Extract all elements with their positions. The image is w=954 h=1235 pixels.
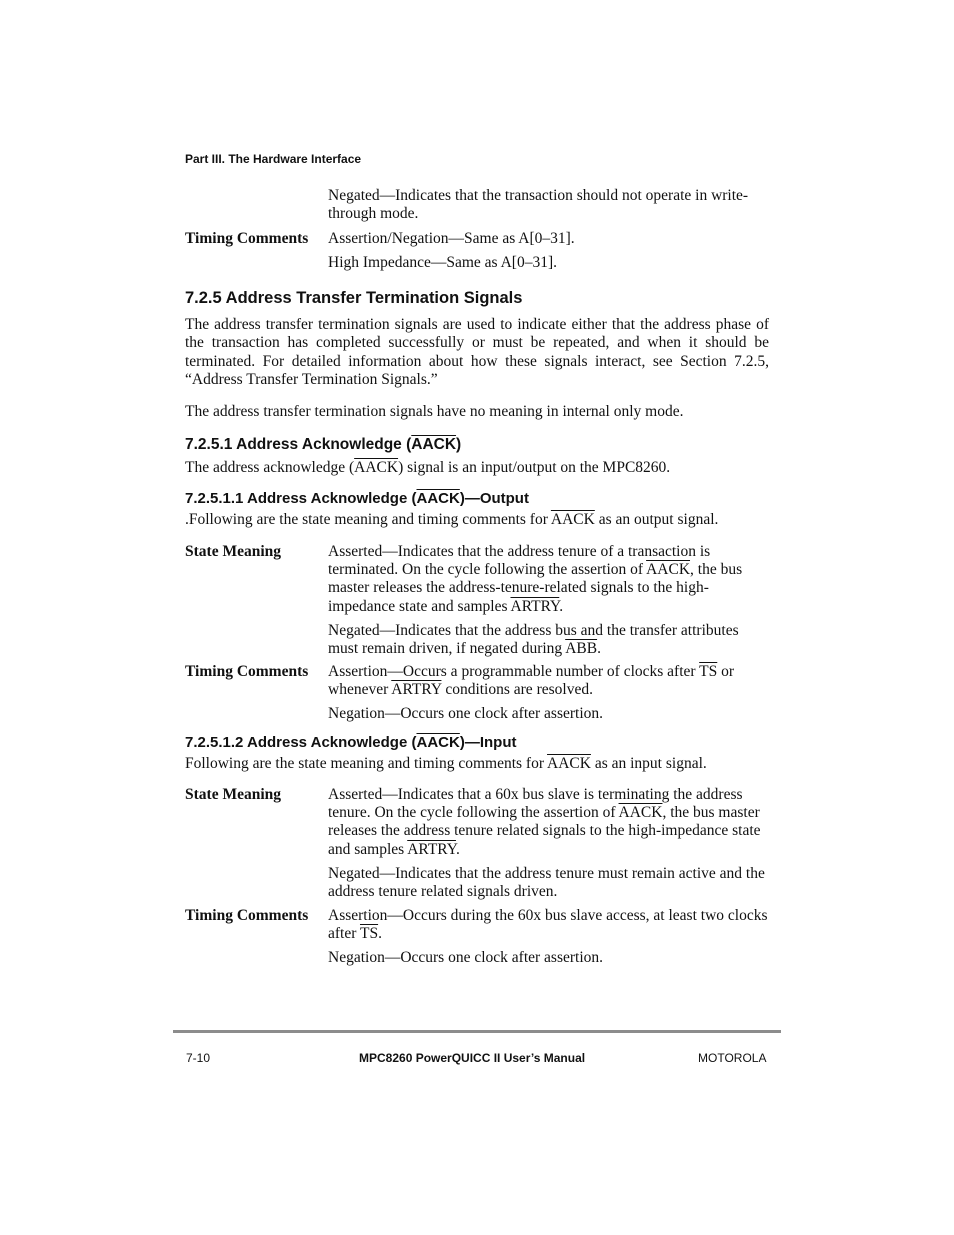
negated-description <box>328 622 770 658</box>
section-heading-7-2-5-1-1 <box>185 490 529 507</box>
section-7-2-5-1-2-intro <box>185 755 769 773</box>
section-7-2-5-paragraph-2: The address transfer termination signals have no meaning in internal only mode. <box>185 403 684 420</box>
paragraph-text: Following are the state meaning and timing comments for <box>185 755 548 772</box>
paragraph-text: .Following are the state meaning and timing comments for <box>185 511 551 528</box>
heading-text: ) <box>456 436 462 453</box>
signal-name: AACK <box>354 459 399 476</box>
timing-comments-term: Timing Comments <box>185 230 309 247</box>
timing-line-2: High Impedance—Same as A[0–31]. <box>328 254 557 272</box>
signal-name: ARTRY <box>391 681 442 699</box>
manual-title: MPC8260 PowerQUICC II User’s Manual <box>359 1051 586 1065</box>
signal-name: AACK <box>547 755 591 772</box>
description-text: , the bus master releases the address tenure related signals to the high-impedance state and samples <box>328 804 761 858</box>
paragraph-text: The address acknowledge ( <box>185 459 355 476</box>
state-meaning-term: State Meaning <box>185 786 282 803</box>
section-heading-7-2-5-1-2 <box>185 734 516 751</box>
description-text: Asserted—Indicates that the address tenure of a transaction is terminated. On the cycle following the assertion of <box>328 543 711 579</box>
page-number: 7-10 <box>186 1051 211 1065</box>
description-text: . <box>455 840 460 858</box>
description-text: conditions are resolved. <box>441 681 593 699</box>
signal-name: $\overline{ABB}$ <box>565 640 598 658</box>
footer-rule <box>173 1030 781 1033</box>
paragraph-text: ) signal is an input/output on the MPC8260. <box>398 459 671 476</box>
signal-name: $\overline{TS}$ <box>359 925 379 943</box>
timing-line-1: Assertion/Negation—Same as A[0–31]. <box>328 230 575 247</box>
description-text: Assertion—Occurs a programmable number of clocks after <box>328 663 700 680</box>
asserted-description <box>328 543 770 616</box>
signal-name: $\overline{TS}$ <box>699 663 718 680</box>
heading-text: )—Input <box>459 734 517 751</box>
timing-comments-term: Timing Comments <box>185 907 309 924</box>
description-text: . <box>378 925 382 943</box>
signal-name: AACK <box>618 804 663 822</box>
heading-text: 7.2.5.1.1 Address Acknowledge ( <box>185 490 417 507</box>
state-meaning-term: State Meaning <box>185 543 282 560</box>
signal-name: AACK <box>416 490 460 507</box>
assertion-description <box>328 907 770 943</box>
running-header: Part III. The Hardware Interface <box>185 152 362 166</box>
negated-description: Negated—Indicates that the address tenure must remain active and the address tenure related signals driven. <box>328 864 765 901</box>
description-text: , the bus master releases the address-tenure-related signals to the high-impedance state and samples <box>328 561 743 615</box>
signal-name: AACK <box>416 734 460 751</box>
description-text: . <box>597 640 601 658</box>
signal-name: AACK <box>550 511 595 528</box>
description-text: Asserted—Indicates that a 60x bus slave is terminating the address tenure. On the cycle following the assertion of <box>328 786 743 822</box>
negation-description: Negation—Occurs one clock after assertion. <box>328 949 604 967</box>
signal-name: AACK <box>411 436 457 453</box>
paragraph-text: as an input signal. <box>590 755 707 772</box>
section-heading-7-2-5: 7.2.5 Address Transfer Termination Signals <box>185 289 523 307</box>
asserted-description <box>328 786 770 859</box>
heading-text: 7.2.5.1.2 Address Acknowledge ( <box>185 734 417 751</box>
heading-text: )—Output <box>459 490 529 507</box>
company-name: MOTOROLA <box>698 1051 767 1065</box>
timing-comments-term: Timing Comments <box>185 663 309 680</box>
description-text: Negated—Indicates that the address bus and the transfer attributes must remain driven, if negated during <box>328 621 739 658</box>
description-text: Assertion—Occurs during the 60x bus slave access, at least two clocks after <box>328 907 768 943</box>
signal-name: AACK <box>646 561 691 579</box>
assertion-description <box>328 663 770 699</box>
negated-text: Negated—Indicates that the transaction should not operate in write-through mode. <box>328 187 749 223</box>
section-7-2-5-1-paragraph <box>185 459 769 477</box>
section-7-2-5-1-1-intro <box>185 511 769 529</box>
description-text: . <box>559 597 564 615</box>
signal-name: ARTRY <box>510 597 560 615</box>
signal-name: ARTRY <box>407 840 456 858</box>
paragraph-text: as an output signal. <box>594 511 719 528</box>
negation-description: Negation—Occurs one clock after assertion. <box>328 705 604 723</box>
section-heading-7-2-5-1 <box>185 436 461 454</box>
section-7-2-5-paragraph-1: The address transfer termination signals are used to indicate either that the address phase of the transaction has completed successfully or must be repeated, and when it should be terminated. For detailed information about how these signals interact, see Section 7.2.5, “Address Transfer Termination Signals.” <box>185 316 769 388</box>
heading-text: 7.2.5.1 Address Acknowledge ( <box>185 436 412 453</box>
description-text: or whenever <box>328 663 735 699</box>
